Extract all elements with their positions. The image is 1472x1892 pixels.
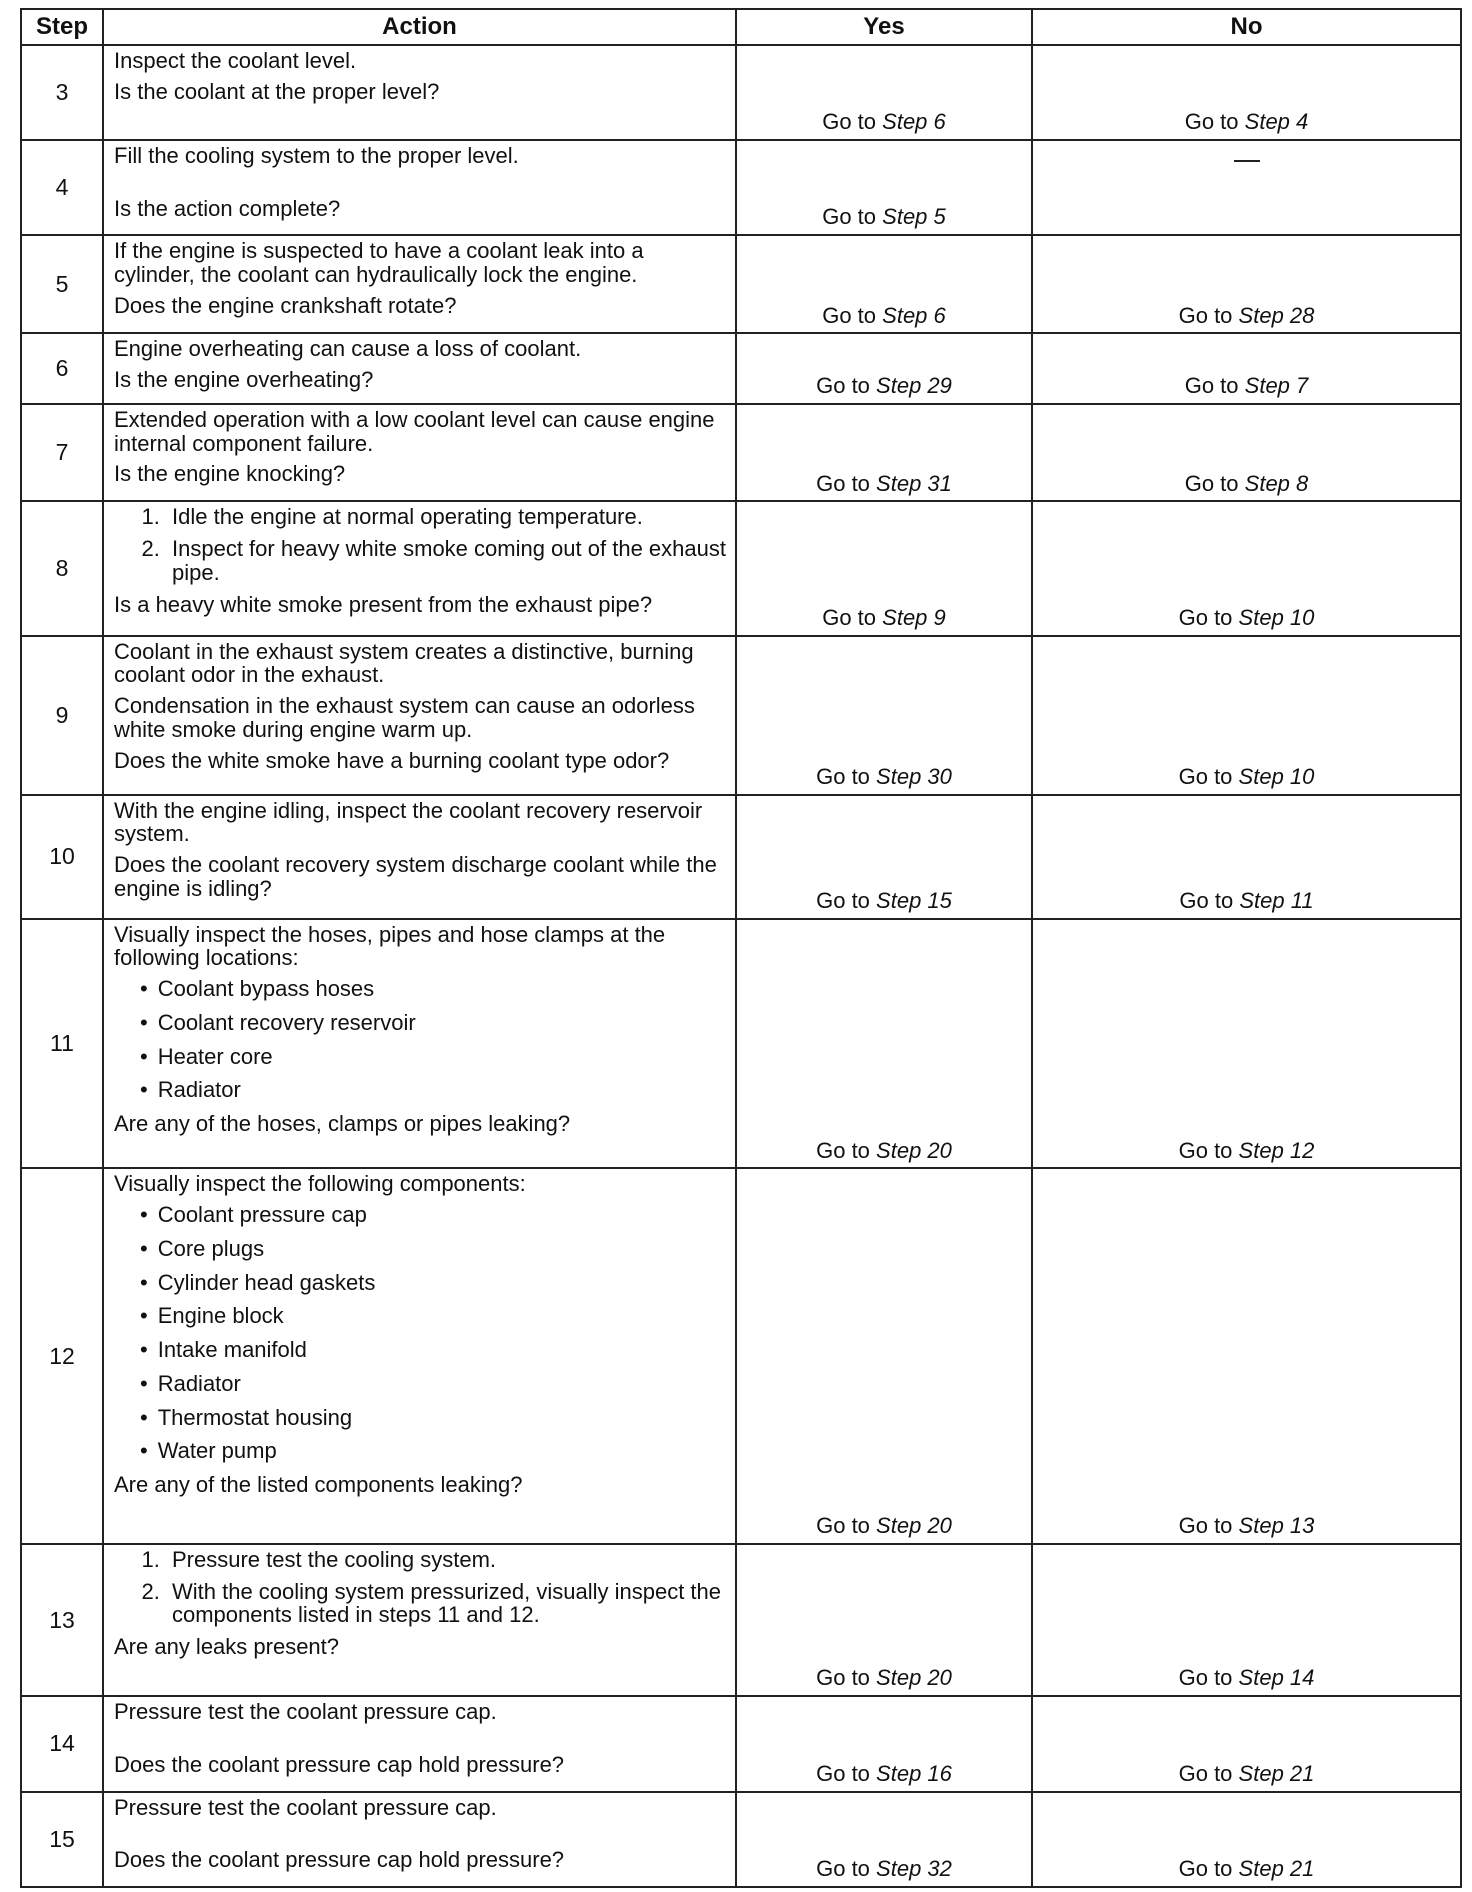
table-row [21,1792,1461,1887]
table-row [21,1696,1461,1791]
yes-cell [736,919,1032,1169]
list-item: • Water pump [140,1439,727,1463]
table-row [21,919,1461,1169]
numbered-list [114,505,727,584]
step-number: 7 [21,404,103,501]
action-cell [103,1168,736,1543]
go-to-prefix: Go to [1178,604,1233,630]
no-cell [1032,636,1461,795]
go-to-link [1179,888,1313,913]
step-reference: Step 20 [876,1665,952,1691]
yes-cell [736,235,1032,333]
action-text: Does the coolant pressure cap hold pressure? [114,1751,565,1777]
step-number: 9 [21,636,103,795]
step-number: 6 [21,333,103,404]
table-row [21,636,1461,795]
table-row [21,235,1461,333]
action-text: Are any of the hoses, clamps or pipes leaking? [114,1111,571,1137]
action-cell [103,1544,736,1696]
go-to-prefix: Go to [1178,1760,1233,1786]
step-reference: Step 21 [1238,1760,1315,1786]
no-cell [1032,333,1461,404]
step-reference: Step 16 [876,1760,952,1786]
action-cell [103,404,736,501]
go-to-prefix: Go to [1178,763,1233,789]
action-text: Condensation in the exhaust system can cause an odorless white smoke during engine warm up. [114,693,695,742]
header-yes: Yes [736,9,1032,45]
action-text: Visually inspect the hoses, pipes and hose clamps at the following locations: [114,921,666,971]
go-to-prefix: Go to [816,1513,870,1538]
go-to-prefix: Go to [1178,1665,1233,1691]
action-text: Does the white smoke have a burning coolant type odor? [114,747,670,773]
go-to-link [816,373,952,398]
go-to-link [816,1856,952,1881]
step-reference: Step 30 [876,763,952,789]
action-cell [103,45,736,140]
action-text: Pressure test the coolant pressure cap. [114,1699,497,1725]
yes-cell [736,45,1032,140]
step-number: 15 [21,1792,103,1887]
bullet-list [114,1203,727,1463]
step-reference: Step 9 [882,604,946,630]
step-reference: Step 14 [1238,1665,1315,1691]
no-cell [1032,1168,1461,1543]
step-reference: Step 21 [1238,1856,1315,1882]
go-to-prefix: Go to [1184,373,1239,399]
step-reference: Step 8 [1244,470,1309,496]
step-reference: Step 28 [1238,302,1315,328]
go-to-prefix: Go to [816,887,870,913]
list-item: • Coolant recovery reservoir [140,1011,727,1035]
action-cell [103,501,736,635]
step-reference: Step 10 [1238,763,1315,789]
yes-cell [736,1696,1032,1791]
list-item: • Coolant pressure cap [140,1203,727,1227]
list-item: • Radiator [140,1078,727,1102]
bullet-list [114,977,727,1102]
go-to-link [1185,471,1309,496]
go-to-prefix: Go to [816,1665,870,1691]
step-number: 13 [21,1544,103,1696]
go-to-link [816,1665,952,1690]
go-to-link [1179,1513,1315,1538]
yes-cell [736,1168,1032,1543]
no-cell [1032,404,1461,501]
action-cell [103,636,736,795]
list-item: • Radiator [140,1372,727,1396]
header-step: Step [21,9,103,45]
step-number: 5 [21,235,103,333]
go-to-link [1185,109,1309,134]
go-to-link [822,303,946,328]
no-cell [1032,795,1461,919]
action-text: Are any of the listed components leaking? [114,1472,523,1498]
step-reference: Step 6 [882,302,946,328]
yes-cell [736,404,1032,501]
action-text: Are any leaks present? [114,1634,340,1659]
go-to-link [822,109,946,134]
action-text: Inspect the coolant level. [114,48,357,73]
go-to-prefix: Go to [1178,1856,1233,1882]
step-number: 14 [21,1696,103,1791]
action-text: If the engine is suspected to have a coolant leak into a cylinder, the coolant can hydraulically lock the engine. [114,238,644,287]
action-text: Engine overheating can cause a loss of coolant. [114,336,582,362]
diagnostic-table [20,8,1462,1888]
go-to-prefix: Go to [816,373,870,399]
step-number: 12 [21,1168,103,1543]
list-item: • Core plugs [140,1237,727,1261]
go-to-link [816,888,952,913]
table-row [21,404,1461,501]
action-spacer [114,1826,727,1848]
no-cell [1032,1792,1461,1887]
go-to-prefix: Go to [816,1137,870,1163]
step-reference: Step 29 [876,373,952,399]
list-item: 2. Inspect for heavy white smoke coming out of the exhaust pipe. [166,537,727,585]
go-to-link [816,1761,952,1786]
no-cell [1032,1696,1461,1791]
go-to-link [822,605,946,630]
list-item: • Cylinder head gaskets [140,1271,727,1295]
action-cell [103,919,736,1169]
step-reference: Step 12 [1238,1137,1315,1163]
action-text: Is the action complete? [114,195,341,221]
action-cell [103,333,736,404]
table-row [21,501,1461,635]
go-to-link [1179,764,1315,789]
step-reference: Step 4 [1244,109,1309,135]
action-text: Does the engine crankshaft rotate? [114,292,457,318]
yes-cell [736,795,1032,919]
action-text: Is the engine overheating? [114,367,374,393]
yes-cell [736,1544,1032,1696]
step-reference: Step 11 [1239,887,1314,913]
go-to-prefix: Go to [1184,470,1239,496]
step-number: 3 [21,45,103,140]
list-item: • Engine block [140,1304,727,1328]
action-cell [103,795,736,919]
action-cell [103,1696,736,1791]
action-text: Does the coolant recovery system discharge coolant while the engine is idling? [114,852,717,901]
go-to-link [822,204,946,229]
action-cell [103,140,736,235]
go-to-link [1185,373,1309,398]
step-reference: Step 20 [876,1137,952,1163]
go-to-prefix: Go to [1178,302,1233,328]
yes-cell [736,501,1032,635]
step-reference: Step 15 [876,887,952,913]
step-reference: Step 7 [1244,373,1309,399]
action-cell [103,235,736,333]
step-number: 10 [21,795,103,919]
table-row [21,333,1461,404]
dash-mark [1234,160,1260,162]
table-row [21,45,1461,140]
go-to-prefix: Go to [822,302,877,328]
header-no: No [1032,9,1461,45]
yes-cell [736,333,1032,404]
go-to-link [816,471,952,496]
table-row [21,1168,1461,1543]
list-item: • Intake manifold [140,1338,727,1362]
step-reference: Step 6 [882,109,946,135]
action-text: Pressure test the coolant pressure cap. [114,1794,497,1820]
go-to-link [1179,1761,1315,1786]
header-action: Action [103,9,736,45]
action-text: With the engine idling, inspect the coolant recovery reservoir system. [114,797,703,847]
list-item: • Heater core [140,1045,727,1069]
go-to-prefix: Go to [822,604,877,630]
go-to-link [816,1138,952,1163]
action-text: Visually inspect the following components: [114,1171,526,1197]
go-to-prefix: Go to [1178,1513,1233,1538]
action-spacer [114,1731,727,1753]
yes-cell [736,1792,1032,1887]
list-item: 2. With the cooling system pressurized, visually inspect the components listed in steps 11 and 12. [166,1580,727,1628]
go-to-prefix: Go to [1178,1137,1233,1163]
step-reference: Step 13 [1238,1513,1315,1538]
go-to-link [816,764,952,789]
action-text: Is the coolant at the proper level? [114,78,440,104]
step-reference: Step 20 [876,1513,952,1538]
no-cell [1032,45,1461,140]
go-to-prefix: Go to [1179,887,1234,913]
go-to-link [816,1513,952,1538]
no-cell [1032,501,1461,635]
go-to-link [1179,1856,1315,1881]
go-to-prefix: Go to [816,1856,870,1882]
list-item: • Thermostat housing [140,1406,727,1430]
go-to-link [1179,1665,1315,1690]
header-row [21,9,1461,45]
action-text: Extended operation with a low coolant level can cause engine internal component failure. [114,406,715,456]
step-reference: Step 31 [876,470,952,496]
go-to-prefix: Go to [1184,109,1239,135]
action-text: Is a heavy white smoke present from the exhaust pipe? [114,591,653,617]
go-to-prefix: Go to [816,763,870,789]
yes-cell [736,636,1032,795]
yes-cell [736,140,1032,235]
list-item: 1. Pressure test the cooling system. [166,1548,727,1572]
step-reference: Step 32 [876,1856,952,1882]
action-cell [103,1792,736,1887]
action-text: Is the engine knocking? [114,461,346,487]
step-number: 8 [21,501,103,635]
go-to-link [1179,605,1315,630]
table-row [21,1544,1461,1696]
no-cell [1032,919,1461,1169]
step-reference: Step 10 [1238,604,1315,630]
no-cell [1032,1544,1461,1696]
step-number: 4 [21,140,103,235]
go-to-prefix: Go to [816,1760,870,1786]
action-text: Coolant in the exhaust system creates a distinctive, burning coolant odor in the exhaust. [114,638,694,688]
no-cell [1032,140,1461,235]
step-number: 11 [21,919,103,1169]
action-text: Fill the cooling system to the proper level. [114,142,519,168]
list-item: • Coolant bypass hoses [140,977,727,1001]
action-text: Does the coolant pressure cap hold pressure? [114,1847,565,1873]
list-item: 1. Idle the engine at normal operating temperature. [166,505,727,529]
step-reference: Step 5 [882,204,946,230]
no-cell [1032,235,1461,333]
action-spacer [114,175,727,197]
table-row [21,140,1461,235]
go-to-prefix: Go to [822,109,877,135]
go-to-prefix: Go to [822,204,877,230]
table-row [21,795,1461,919]
numbered-list [114,1548,727,1627]
go-to-link [1179,303,1315,328]
go-to-prefix: Go to [816,470,870,496]
go-to-link [1179,1138,1315,1163]
